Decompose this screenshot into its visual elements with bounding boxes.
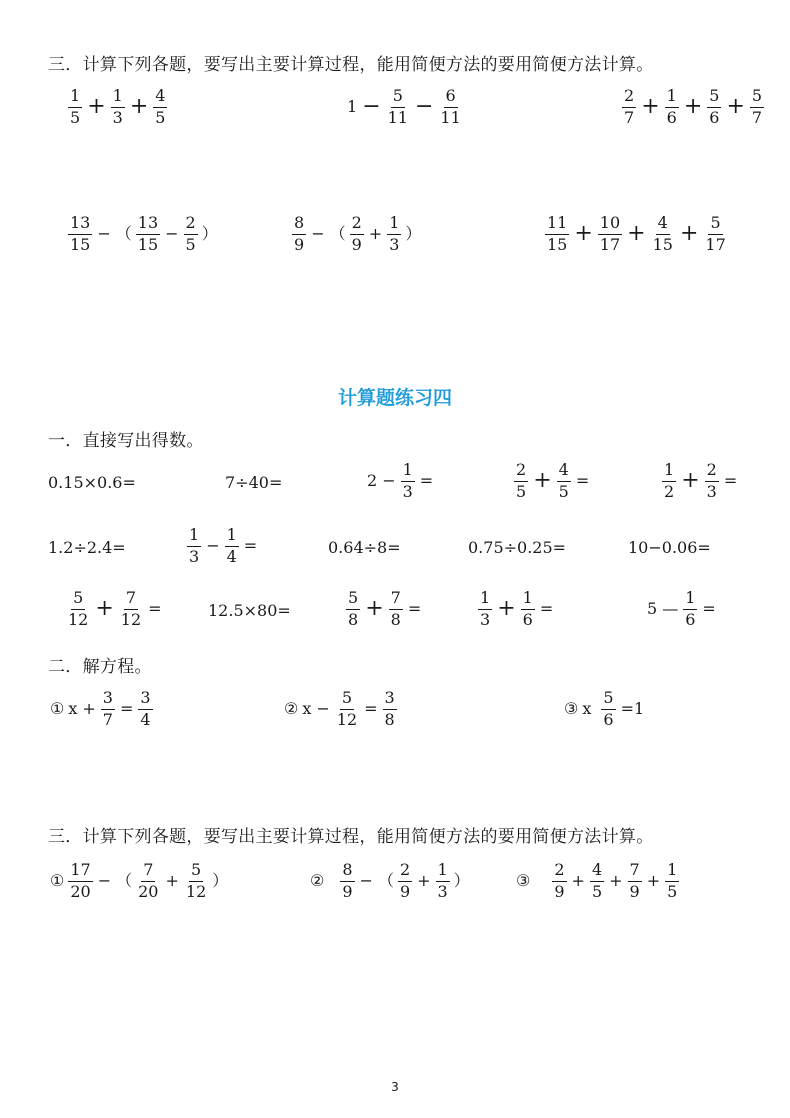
numerator: 1 [478,590,492,610]
denominator: 6 [709,107,720,127]
denominator: 6 [666,107,677,127]
denominator: 5 [667,881,678,901]
denominator: 3 [437,881,448,901]
numerator: 5 [391,88,405,108]
equals-sign: = [407,599,422,619]
numerator: 13 [68,215,92,235]
operator: + [574,221,593,247]
denominator: 5 [70,107,81,127]
expr-top-2c [543,215,730,254]
numerator: 1 [436,862,450,882]
fraction [628,862,642,901]
problem-r1e [660,462,740,501]
denominator: 3 [402,481,413,501]
denominator: 11 [387,107,408,127]
operator: + [165,871,179,891]
page-title: 计算题练习四 [337,387,452,409]
problem-r2e [628,540,711,556]
numerator: 8 [340,862,354,882]
numerator: 4 [656,215,670,235]
fraction [703,215,727,254]
numerator: 5 [707,88,721,108]
operator: + [87,94,106,120]
operator: + [627,221,646,247]
fraction [340,862,354,901]
fraction [389,590,403,629]
fraction [521,590,535,629]
fraction [335,690,359,729]
fraction [401,462,415,501]
denominator: 7 [624,107,635,127]
page-number: 3 [391,1080,399,1094]
numerator: 1 [683,590,697,610]
problem-text: 1.2÷2.4= [48,538,126,557]
numerator: 11 [545,215,569,235]
equals-sign: = [575,471,590,491]
equation-2 [282,690,399,729]
fraction [187,527,201,566]
variable-x: x [302,699,312,719]
numerator: 5 [750,88,764,108]
operator: + [368,224,383,244]
fraction [552,862,566,901]
operator: + [683,94,703,120]
fraction [707,88,721,127]
denominator: 20 [138,881,159,901]
problem-text: 10−0.06= [628,538,711,557]
section-header-3b: 三．计算下列各题，要写出主要计算过程，能用简便方法的要用简便方法计算。 [48,827,654,847]
denominator: 4 [140,709,151,729]
denominator: 3 [706,481,717,501]
denominator: 9 [399,881,411,901]
problem-text: 7÷40= [225,473,283,492]
left-paren: （ [329,224,346,244]
numerator: 2 [184,215,198,235]
problem-r2b [185,527,260,566]
operator: − [206,536,220,556]
denominator: 9 [342,881,353,901]
problem-r1a [48,475,136,491]
denominator: 8 [348,609,359,629]
numerator: 5 [340,690,354,710]
operator: + [681,468,700,494]
equals-sign: = [419,471,434,491]
fraction [750,88,764,127]
denominator: 5 [591,881,603,901]
problem-r3c [344,590,424,629]
operator: + [571,871,585,891]
denominator: 3 [389,234,400,254]
fraction [101,690,115,729]
item-number: ① [50,699,65,719]
left-paren: （ [115,224,132,244]
numerator: 4 [153,88,167,108]
numerator: 2 [705,462,719,482]
section-header-1: 一．直接写出得数。 [48,431,204,451]
denominator: 17 [705,234,726,254]
numerator: 2 [514,462,528,482]
numerator: 1 [662,462,676,482]
operator: + [417,871,431,891]
denominator: 6 [522,609,533,629]
denominator: 3 [112,107,123,127]
operator: — [662,599,679,619]
operator: + [646,871,661,891]
operator: − [362,94,381,120]
problem-r3e [645,590,719,629]
denominator: 12 [120,609,142,629]
fraction [119,590,143,629]
fraction [136,862,160,901]
numerator: 5 [346,590,360,610]
left-paren: （ [116,871,133,891]
denominator: 8 [390,609,401,629]
denominator: 4 [226,546,237,566]
problem-r2d [468,540,566,556]
fraction [438,88,462,127]
numerator: 7 [141,862,155,882]
fraction [545,215,569,254]
operator: + [365,596,384,622]
equals-sign: = [119,699,134,719]
denominator: 12 [336,709,358,729]
denominator: 15 [137,234,159,254]
fraction [651,215,675,254]
denominator: 9 [351,234,362,254]
fraction [478,590,492,629]
denominator: 17 [599,234,621,254]
numerator: 5 [708,215,722,235]
item-number: ① [50,871,65,891]
operator: + [82,699,96,719]
denominator: 11 [440,107,461,127]
problem-r1b [225,475,282,491]
operator: − [316,699,330,719]
denominator: 3 [189,546,200,566]
equals-one: =1 [620,699,645,719]
fraction [225,527,239,566]
numerator: 1 [665,88,679,108]
whole-number: 5 [647,599,658,619]
equals-sign: = [723,471,738,491]
equation-1 [48,690,155,729]
fraction [136,215,160,254]
equals-sign: = [243,536,258,556]
numerator: 7 [389,590,403,610]
denominator: 6 [685,609,696,629]
expr-top-1b [345,88,465,127]
numerator: 3 [383,690,397,710]
numerator: 17 [68,862,92,882]
operator: + [726,94,745,120]
numerator: 1 [111,88,125,108]
denominator: 5 [558,481,569,501]
fraction [138,690,152,729]
fraction [66,590,90,629]
numerator: 1 [401,462,415,482]
numerator: 5 [601,690,615,710]
denominator: 8 [384,709,395,729]
item-number: ② [310,871,325,891]
fraction [598,215,622,254]
problem-r3b [208,603,291,619]
numerator: 10 [598,215,622,235]
section-header-2: 二．解方程。 [48,657,152,677]
numerator: 3 [138,690,152,710]
right-paren: ） [212,871,229,891]
whole-number: 1 [347,97,358,117]
numerator: 6 [444,88,458,108]
denominator: 15 [652,234,673,254]
numerator: 2 [552,862,566,882]
numerator: 3 [101,690,115,710]
problem-text: 0.15×0.6= [48,473,136,492]
fraction [398,862,412,901]
fraction [387,215,401,254]
expr-top-1c [620,88,766,127]
operator: + [679,221,699,247]
operator: + [609,871,623,891]
equals-sign: = [148,599,162,619]
operator: − [165,224,179,244]
operator: + [497,596,516,622]
fraction [622,88,636,127]
operator: − [311,224,325,244]
fraction [683,590,697,629]
denominator: 5 [185,234,196,254]
problem-text: 0.64÷8= [328,538,401,557]
numerator: 1 [387,215,401,235]
numerator: 2 [398,862,412,882]
numerator: 5 [189,862,203,882]
denominator: 20 [70,881,91,901]
problem-r1d [512,462,592,501]
problem-b3 [514,862,681,901]
denominator: 2 [664,481,675,501]
operator: − [97,871,112,891]
item-number: ③ [516,871,531,891]
operator: − [414,94,434,120]
denominator: 15 [547,234,568,254]
fraction [292,215,306,254]
right-paren: ） [453,871,470,891]
whole-number: 2 [367,471,378,491]
fraction [665,88,679,127]
fraction [383,690,397,729]
fraction [386,88,410,127]
operator: − [97,224,111,244]
denominator: 9 [554,881,565,901]
denominator: 12 [68,609,89,629]
fraction [68,862,92,901]
problem-r3a [64,590,165,629]
fraction [590,862,604,901]
operator: − [382,471,396,491]
operator: + [533,468,552,494]
numerator: 2 [622,88,636,108]
fraction [346,590,360,629]
denominator: 7 [751,107,763,127]
equals-sign: = [539,599,554,619]
fraction [68,215,92,254]
fraction [601,690,615,729]
fraction [662,462,676,501]
operator: − [359,871,373,891]
item-number: ③ [564,699,579,719]
problem-b2 [308,862,472,901]
expr-top-1a [66,88,169,127]
fraction [153,88,167,127]
numerator: 1 [68,88,82,108]
expr-top-2a [66,215,220,254]
left-paren: （ [377,871,394,891]
problem-b1 [48,862,230,901]
fraction [436,862,450,901]
denominator: 12 [185,881,207,901]
fraction [68,88,82,127]
problem-r1c [365,462,436,501]
problem-text: 12.5×80= [208,601,291,620]
fraction [184,862,208,901]
equals-sign: = [702,599,716,619]
fraction [184,215,198,254]
fraction [705,462,719,501]
problem-r2a [48,540,126,556]
numerator: 7 [124,590,138,610]
variable-x: x [582,699,592,719]
denominator: 5 [516,481,527,501]
section-header-3: 三．计算下列各题，要写出主要计算过程，能用简便方法的要用简便方法计算。 [48,55,654,75]
numerator: 1 [521,590,535,610]
denominator: 7 [102,709,113,729]
numerator: 5 [71,590,85,610]
numerator: 1 [665,862,679,882]
fraction [350,215,364,254]
problem-r3d [476,590,556,629]
denominator: 6 [603,709,614,729]
denominator: 9 [629,881,640,901]
numerator: 1 [225,527,239,547]
fraction [665,862,679,901]
problem-r2c [328,540,401,556]
variable-x: x [68,699,78,719]
equation-3 [562,690,647,729]
right-paren: ） [405,224,422,244]
numerator: 4 [557,462,571,482]
fraction [111,88,125,127]
operator: + [129,94,149,120]
item-number: ② [284,699,299,719]
denominator: 5 [155,107,166,127]
denominator: 9 [294,234,305,254]
numerator: 13 [136,215,160,235]
denominator: 3 [480,609,491,629]
operator: + [641,94,660,120]
fraction [514,462,528,501]
right-paren: ） [201,224,218,244]
operator: + [95,596,114,622]
equals-sign: = [364,699,378,719]
numerator: 2 [350,215,364,235]
numerator: 8 [292,215,306,235]
expr-top-2b [290,215,423,254]
problem-text: 0.75÷0.25= [468,538,567,557]
denominator: 15 [70,234,91,254]
numerator: 7 [628,862,642,882]
numerator: 4 [590,862,604,882]
fraction [557,462,571,501]
numerator: 1 [187,527,201,547]
